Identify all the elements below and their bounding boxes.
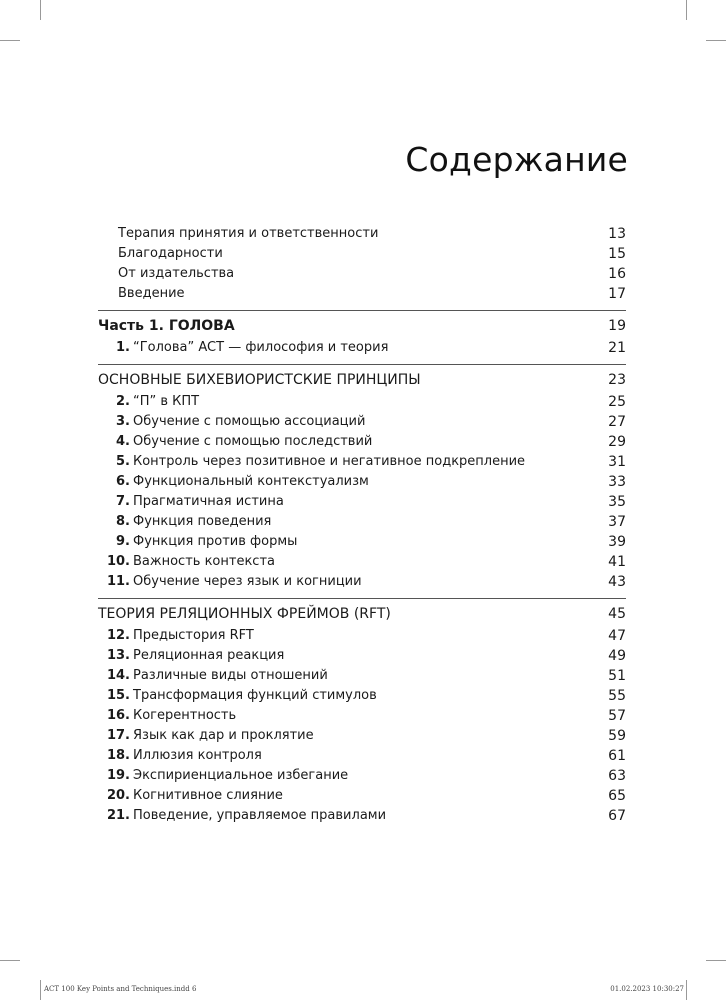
divider [98,598,626,599]
toc-entry[interactable] [98,726,626,746]
toc-entry-label: Поведение, управляемое правилами [133,808,387,823]
toc-entry-page: 31 [608,454,626,470]
toc-entry-label: Обучение с помощью последствий [133,434,373,449]
toc-entry-page: 13 [608,226,626,242]
toc-entry-label: Важность контекста [133,554,275,569]
toc-entry-label: Благодарности [118,246,223,261]
crop-mark [706,960,726,961]
toc-entry-label: Когнитивное слияние [133,788,283,803]
toc-entry-page: 37 [608,514,626,530]
toc-entry-page: 67 [608,808,626,824]
toc-entry-label: Терапия принятия и ответственности [118,226,379,241]
toc-entry-number: 3. [116,414,130,429]
toc-entry-number: 20. [106,788,130,803]
toc-entry-page: 16 [608,266,626,282]
toc-entry-number: 16. [106,708,130,723]
toc-entry-number: 1. [116,340,130,355]
toc-part-heading[interactable] [98,316,626,336]
toc-entry-number: 11. [106,574,130,589]
toc-entry-label: ОСНОВНЫЕ БИХЕВИОРИСТСКИЕ ПРИНЦИПЫ [98,372,421,388]
toc-entry-page: 63 [608,768,626,784]
toc-entry-label: Обучение с помощью ассоциаций [133,414,366,429]
toc-entry[interactable] [98,572,626,592]
toc-entry-number: 15. [106,688,130,703]
toc-entry-page: 57 [608,708,626,724]
crop-mark [0,960,20,961]
toc-entry-page: 23 [608,372,626,388]
toc-entry[interactable] [98,512,626,532]
toc-entry[interactable] [98,412,626,432]
toc-entry[interactable] [98,472,626,492]
toc-entry[interactable] [98,626,626,646]
toc-entry-number: 6. [116,474,130,489]
crop-mark [706,40,726,41]
toc-entry-label: Прагматичная истина [133,494,284,509]
crop-mark [686,980,687,1000]
toc-entry-page: 41 [608,554,626,570]
toc-entry[interactable] [98,686,626,706]
toc-entry[interactable] [98,646,626,666]
toc-entry-page: 55 [608,688,626,704]
toc-entry[interactable] [98,532,626,552]
toc-entry[interactable] [98,244,626,264]
toc-entry-page: 19 [608,318,626,334]
toc-entry[interactable] [98,224,626,244]
toc-entry-label: Обучение через язык и когниции [133,574,362,589]
toc-entry-label: Функция поведения [133,514,272,529]
toc-entry-page: 15 [608,246,626,262]
toc-entry[interactable] [98,746,626,766]
toc-entry-page: 61 [608,748,626,764]
toc-entry-number: 12. [106,628,130,643]
toc-entry-page: 51 [608,668,626,684]
toc-entry-label: Язык как дар и проклятие [133,728,314,743]
toc-entry[interactable] [98,452,626,472]
crop-mark [686,0,687,20]
toc-entry[interactable] [98,338,626,358]
toc-entry-number: 13. [106,648,130,663]
toc-entry-page: 35 [608,494,626,510]
toc-entry-number: 18. [106,748,130,763]
toc-entry[interactable] [98,786,626,806]
toc-entry[interactable] [98,284,626,304]
toc-entry[interactable] [98,706,626,726]
toc-entry[interactable] [98,552,626,572]
toc-entry-label: Введение [118,286,185,301]
toc-entry-page: 33 [608,474,626,490]
toc-entry[interactable] [98,264,626,284]
toc-entry-label: Контроль через позитивное и негативное подкрепление [133,454,526,469]
toc-entry-page: 47 [608,628,626,644]
toc-entry-label: Функция против формы [133,534,298,549]
toc-entry[interactable] [98,392,626,412]
toc-entry-number: 9. [116,534,130,549]
toc-entry-page: 25 [608,394,626,410]
toc-entry-number: 19. [106,768,130,783]
footer-slug-left: ACT 100 Key Points and Techniques.indd 6 [44,985,197,993]
toc-entry-label: Трансформация функций стимулов [133,688,377,703]
toc-entry-label: Реляционная реакция [133,648,285,663]
toc-entry-page: 65 [608,788,626,804]
page-title: Содержание [405,140,628,180]
divider [98,364,626,365]
toc-entry-number: 8. [116,514,130,529]
toc-entry-number: 4. [116,434,130,449]
toc-entry-label: Когерентность [133,708,237,723]
toc-entry-page: 43 [608,574,626,590]
toc-entry[interactable] [98,666,626,686]
crop-mark [40,980,41,1000]
toc-entry-page: 49 [608,648,626,664]
toc-entry-page: 29 [608,434,626,450]
toc-entry-number: 2. [116,394,130,409]
toc-entry-label: Часть 1. ГОЛОВА [98,318,235,334]
crop-mark [40,0,41,20]
toc-entry-page: 45 [608,606,626,622]
toc-entry-number: 14. [106,668,130,683]
toc-entry-label: Предыстория RFT [133,628,254,643]
toc-entry[interactable] [98,492,626,512]
crop-mark [0,40,20,41]
toc-section-heading[interactable] [98,604,626,624]
toc-entry-label: ТЕОРИЯ РЕЛЯЦИОННЫХ ФРЕЙМОВ (RFT) [98,606,391,622]
toc-entry-label: Иллюзия контроля [133,748,262,763]
toc-entry-label: От издательства [118,266,235,281]
toc-entry[interactable] [98,766,626,786]
toc-entry[interactable] [98,432,626,452]
toc-entry-number: 10. [106,554,130,569]
toc-section-heading[interactable] [98,370,626,390]
toc-entry-label: Экспириенциальное избегание [133,768,349,783]
toc-entry-number: 21. [106,808,130,823]
toc-entry-label: “Голова” ACT — философия и теория [133,340,389,355]
toc-entry-number: 7. [116,494,130,509]
footer-slug-right: 01.02.2023 10:30:27 [610,985,684,993]
toc-entry-number: 5. [116,454,130,469]
toc-entry-page: 21 [608,340,626,356]
toc-entry-page: 17 [608,286,626,302]
toc-entry-page: 27 [608,414,626,430]
toc-entry-page: 59 [608,728,626,744]
toc-entry-label: Функциональный контекстуализм [133,474,369,489]
toc-entry-number: 17. [106,728,130,743]
toc-entry[interactable] [98,806,626,826]
toc-entry-label: Различные виды отношений [133,668,328,683]
toc-entry-page: 39 [608,534,626,550]
toc-entry-label: “П” в КПТ [133,394,200,409]
divider [98,310,626,311]
